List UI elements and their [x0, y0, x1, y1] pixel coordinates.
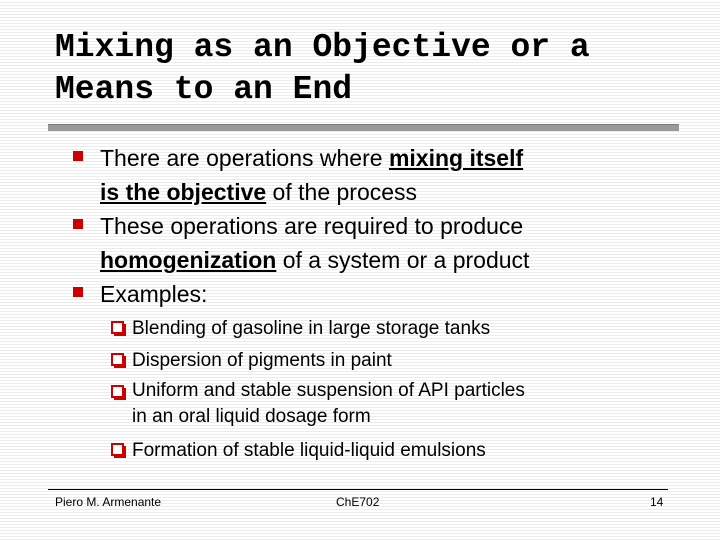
footer-author: Piero M. Armenante [55, 495, 162, 509]
bullet-text: Examples: [100, 281, 208, 307]
emphasis-text: homogenization [100, 247, 277, 273]
square-bullet-icon [73, 219, 83, 229]
title-line-2: Means to an End [55, 71, 353, 108]
emphasis-text: is the objective [100, 179, 267, 205]
bullet-text: There are operations where [100, 145, 389, 171]
footer-course: ChE702 [336, 495, 380, 509]
bullet-text: of the process [266, 179, 418, 205]
slide-title [55, 27, 695, 111]
bullet-item [100, 277, 700, 311]
example-text: Formation of stable liquid-liquid emulsions [132, 440, 486, 461]
footer-divider [48, 489, 668, 490]
title-divider-edge [48, 124, 679, 125]
example-text: Blending of gasoline in large storage tanks [132, 318, 491, 339]
checkbox-bullet-icon [111, 385, 124, 398]
example-text: Uniform and stable suspension of API particles [132, 380, 525, 401]
example-item [132, 378, 692, 430]
example-text: Dispersion of pigments in paint [132, 350, 392, 371]
checkbox-bullet-icon [111, 353, 124, 366]
example-item [132, 314, 692, 343]
bullet-text: of a system or a product [276, 247, 530, 273]
title-divider [48, 124, 679, 131]
square-bullet-icon [73, 151, 83, 161]
checkbox-bullet-icon [111, 321, 124, 334]
example-item [132, 436, 692, 465]
checkbox-bullet-icon [111, 443, 124, 456]
bullet-item [100, 209, 700, 277]
emphasis-text: mixing itself [388, 145, 524, 171]
bullet-item [100, 141, 700, 209]
bullet-text: These operations are required to produce [100, 213, 524, 239]
square-bullet-icon [73, 287, 83, 297]
footer-page-number: 14 [650, 495, 664, 509]
example-text: in an oral liquid dosage form [132, 406, 371, 427]
example-item [132, 346, 692, 375]
title-line-1: Mixing as an Objective or a [55, 29, 590, 66]
